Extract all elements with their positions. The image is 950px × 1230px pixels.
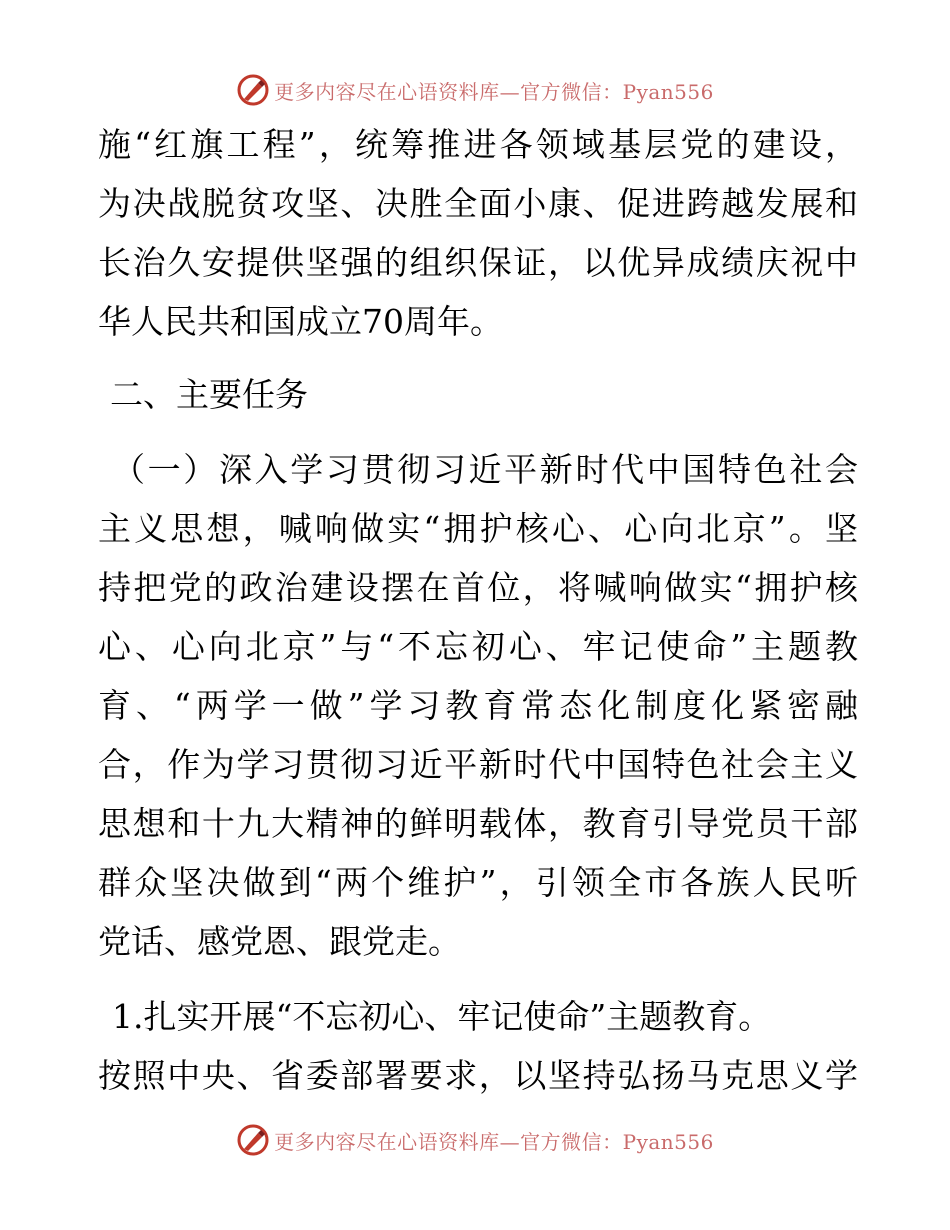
watermark-header <box>0 70 950 110</box>
watermark-text: 更多内容尽在心语资料库—官方微信：Pyan556 <box>274 79 714 104</box>
text-line: 华人民共和国成立70周年。 <box>98 302 503 341</box>
watermark-text: 更多内容尽在心语资料库—官方微信：Pyan556 <box>274 1129 714 1154</box>
text-line: 持把党的政治建设摆在首位，将喊响做实“拥护核 <box>98 568 858 607</box>
text-line: 长治久安提供坚强的组织保证，以优异成绩庆祝中 <box>98 243 858 282</box>
text-line: 按照中央、省委部署要求，以坚持弘扬马克思义学 <box>98 1056 858 1095</box>
text-line: 心、心向北京”与“不忘初心、牢记使命”主题教 <box>98 627 858 666</box>
text-line: 思想和十九大精神的鲜明载体，教育引导党员干部 <box>98 804 858 843</box>
item-heading-line: 1.扎实开展“不忘初心、牢记使命”主题教育。 <box>112 997 772 1036</box>
text-line: 合，作为学习贯彻习近平新时代中国特色社会主义 <box>98 745 858 784</box>
text-line: 党话、感党恩、跟党走。 <box>98 922 461 961</box>
pen-logo-icon <box>236 1123 270 1157</box>
text-line: 群众坚决做到“两个维护”，引领全市各族人民听 <box>98 863 858 902</box>
section-heading: 二、主要任务 <box>110 375 308 414</box>
text-line: 施“红旗工程”，统筹推进各领域基层党的建设， <box>98 125 858 164</box>
text-line: 主义思想，喊响做实“拥护核心、心向北京”。坚 <box>98 509 858 548</box>
watermark-footer <box>0 1120 950 1160</box>
subsection-heading-line: （一）深入学习贯彻习近平新时代中国特色社会 <box>112 450 858 489</box>
text-line: 育、“两学一做”学习教育常态化制度化紧密融 <box>98 686 858 725</box>
pen-logo-icon <box>236 73 270 107</box>
text-line: 为决战脱贫攻坚、决胜全面小康、促进跨越发展和 <box>98 184 858 223</box>
